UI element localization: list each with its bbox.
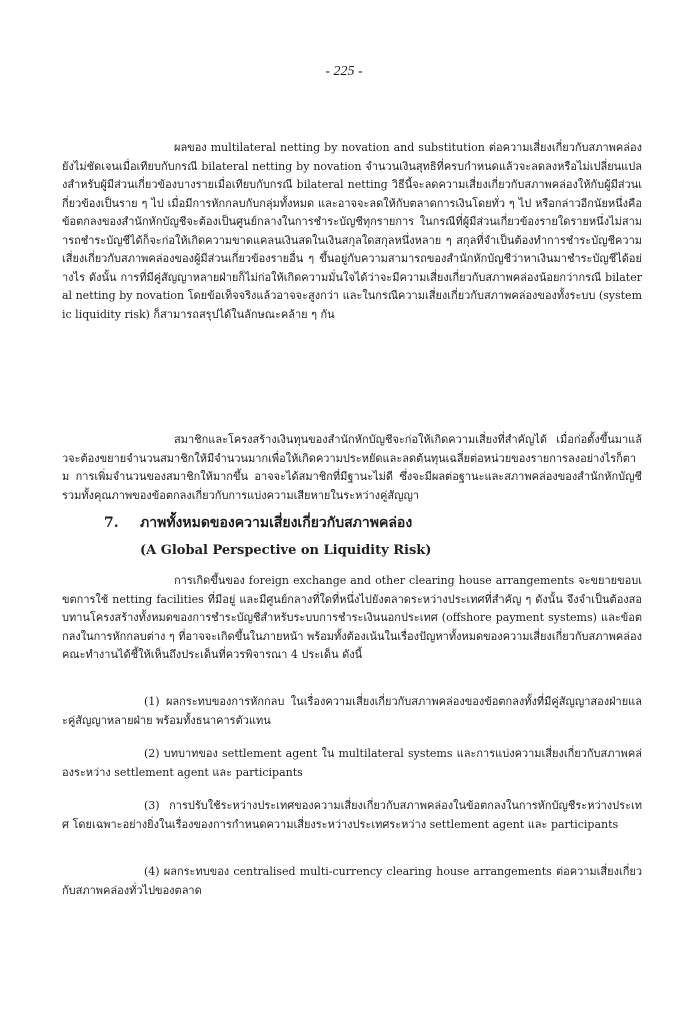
list-item: (4) ผลกระทบของ centralised multi-currency clearing house arrangements ต่อความเสี่ยงเกี่ยวกับสภาพคล่องทั่วไปของตลาด — [62, 865, 642, 897]
section-heading — [104, 512, 624, 534]
list-item: (2) บทบาทของ settlement agent ใน multilateral systems และการแบ่งความเสี่ยงเกี่ยวกับสภาพคล่องระหว่าง settlement agent และ participants — [62, 747, 642, 779]
page-number: - 225 - — [325, 64, 363, 79]
paragraph-foreign-exchange: การเกิดขึ้นของ foreign exchange and other clearing house arrangements จะขยายขอบเขตการใช้ netting facilities ที่มีอยู่ และมีศูนย์กลางที่ใดที่หนึ่งไปยังตลาดระหว่างประเทศที่สำคัญ ๆ ดังนั้น จึงจำเป็นต้องสอบทานโครงสร้างทั้งหมดของการชำระบัญชีสำหรับระบบการชำระเงินนอกประเทศ (offshore payment systems) และข้อตกลงในการหักกลบต่าง ๆ ที่อาจจะเกิดขึ้นในภายหน้า พร้อมทั้งต้องเน้นในเรื่องปัญหาทั้งหมดของความเสี่ยงเกี่ยวกับสภาพคล่อง คณะทำงานได้ชี้ให้เห็นถึงประเด็นที่ควรพิจารณา 4 ประเด็น ดังนี้ — [62, 574, 642, 661]
list-item: (3) การปรับใช้ระหว่างประเทศของความเสี่ยงเกี่ยวกับสภาพคล่องในข้อตกลงในการหักบัญชีระหว่างประเทศ โดยเฉพาะอย่างยิ่งในเรื่องของการกำหนดความเสี่ยงระหว่างประเทศระหว่าง settlement agent และ participants — [62, 799, 642, 831]
list-item: (1) ผลกระทบของการหักกลบ ในเรื่องความเสี่ยงเกี่ยวกับสภาพคล่องของข้อตกลงทั้งที่มีคู่สัญญาสองฝ่ายและคู่สัญญาหลายฝ่าย พร้อมทั้งธนาคารตัวแทน — [62, 695, 642, 727]
section-title-thai: ภาพทั้งหมดของความเสี่ยงเกี่ยวกับสภาพคล่อง — [140, 515, 413, 531]
paragraph-multilateral-netting: ผลของ multilateral netting by novation and substitution ต่อความเสี่ยงเกี่ยวกับสภาพคล่องยังไม่ชัดเจนเมื่อเทียบกับกรณี bilateral netting by novation จำนวนเงินสุทธิที่ครบกำหนดแล้วจะลดลงหรือไม่เปลี่ยนแปลงสำหรับผู้มีส่วนเกี่ยวข้องบางรายเมื่อเทียบกับกรณี bilateral netting วิธีนี้จะลดความเสี่ยงเกี่ยวกับสภาพคล่องให้กับผู้มีส่วนเกี่ยวข้องเป็นราย ๆ ไป เมื่อมีการหักกลบกับกลุ่มทั้งหมด และอาจจะลดให้กับตลาดการเงินโดยทั่ว ๆ ไป หรือกล่าวอีกนัยหนึ่งคือข้อตกลงของสำนักหักบัญชีจะต้องเป็นศูนย์กลางในการชำระบัญชีทุกรายการ ในกรณีที่ผู้มีส่วนเกี่ยวข้องรายใดรายหนึ่งไม่สามารถชำระบัญชีได้ก็จะก่อให้เกิดความขาดแคลนเงินสดในเงินสกุลใดสกุลหนึ่งหลาย ๆ สกุลที่จำเป็นต้องทำการชำระบัญชีความเสี่ยงเกี่ยวกับสภาพคล่องของผู้มีส่วนเกี่ยวข้องรายอื่น ๆ ขึ้นอยู่กับความสามารถของสำนักหักบัญชีว่าหาเงินมาชำระบัญชีได้อย่างไร ดังนั้น การที่มีคู่สัญญาหลายฝ่ายก็ไม่ก่อให้เกิดความมั่นใจได้ว่าจะมีความเสี่ยงเกี่ยวกับสภาพคล่องน้อยกว่ากรณี bilateral netting by novation โดยข้อเท็จจริงแล้วอาจจะสูงกว่า และในกรณีความเสี่ยงเกี่ยวกับสภาพคล่องของทั้งระบบ (systemic liquidity risk) ก็สามารถสรุปได้ในลักษณะคล้าย ๆ กัน — [62, 141, 642, 321]
section-number: 7. — [104, 515, 119, 531]
section-title-english: (A Global Perspective on Liquidity Risk) — [140, 543, 432, 558]
paragraph-membership-structure: สมาชิกและโครงสร้างเงินทุนของสำนักหักบัญชีจะก่อให้เกิดความเสี่ยงที่สำคัญได้ เมื่อก่อตั้งขึ้นมาแล้วจะต้องขยายจำนวนสมาชิกให้มีจำนวนมากเพื่อให้เกิดความประหยัดและลดต้นทุนเฉลี่ยต่อหน่วยของรายการลงอย่างไรก็ตาม การเพิ่มจำนวนของสมาชิกให้มากขึ้น อาจจะได้สมาชิกที่มีฐานะไม่ดี ซึ่งจะมีผลต่อฐานะและสภาพคล่องของสำนักหักบัญชี รวมทั้งคุณภาพของข้อตกลงเกี่ยวกับการแบ่งความเสียหายในระหว่างคู่สัญญา — [62, 433, 642, 502]
